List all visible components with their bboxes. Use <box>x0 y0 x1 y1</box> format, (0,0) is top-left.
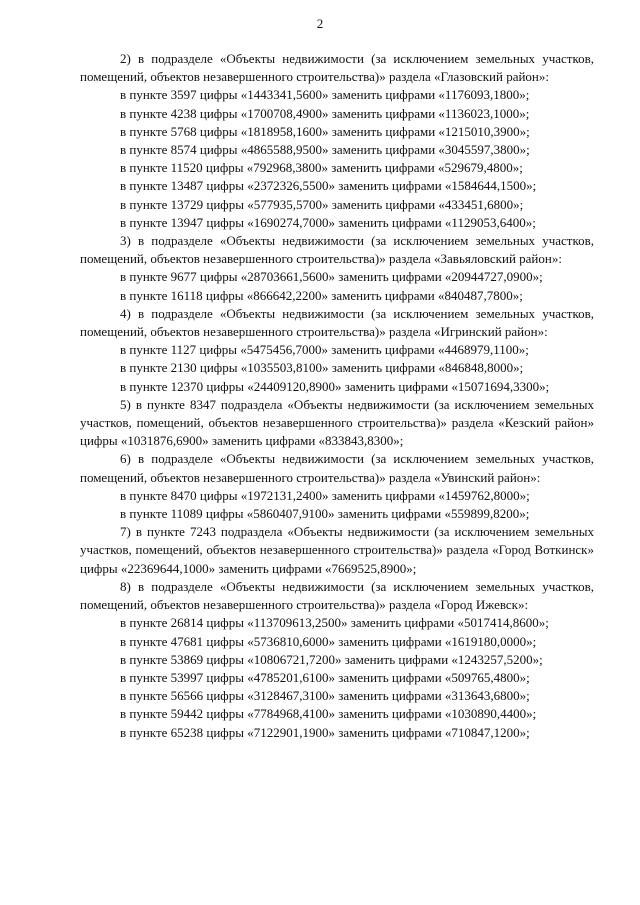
list-item: в пункте 53997 цифры «4785201,6100» заменить цифрами «509765,4800»; <box>120 669 530 685</box>
document-body <box>80 50 594 742</box>
list-item: в пункте 12370 цифры «24409120,8900» заменить цифрами «15071694,3300»; <box>120 378 550 394</box>
list-item: в пункте 1127 цифры «5475456,7000» заменить цифрами «4468979,1100»; <box>120 342 529 358</box>
list-item: в пункте 3597 цифры «1443341,5600» заменить цифрами «1176093,1800»; <box>120 87 530 103</box>
section-3-intro: 3) в подразделе «Объекты недвижимости (за исключением земельных участков, помещений, объектов незавершенного строительства)» раздела «Завьяловский район»: <box>80 233 594 267</box>
list-item: в пункте 65238 цифры «7122901,1900» заменить цифрами «710847,1200»; <box>120 724 530 740</box>
section-6-intro: 6) в подразделе «Объекты недвижимости (за исключением земельных участков, помещений, объектов незавершенного строительства)» раздела «Увинский район»: <box>80 451 594 485</box>
list-item: в пункте 13947 цифры «1690274,7000» заменить цифрами «1129053,6400»; <box>120 214 536 230</box>
list-item: в пункте 16118 цифры «866642,2200» заменить цифрами «840487,7800»; <box>120 287 523 303</box>
list-item: в пункте 59442 цифры «7784968,4100» заменить цифрами «1030890,4400»; <box>120 706 537 722</box>
list-item: в пункте 9677 цифры «28703661,5600» заменить цифрами «20944727,0900»; <box>120 269 543 285</box>
section-8-intro: 8) в подразделе «Объекты недвижимости (за исключением земельных участков, помещений, объектов незавершенного строительства)» раздела «Город Ижевск»: <box>80 578 594 613</box>
list-item: в пункте 13729 цифры «577935,5700» заменить цифрами «433451,6800»; <box>120 196 524 212</box>
list-item: в пункте 5768 цифры «1818958,1600» заменить цифрами «1215010,3900»; <box>120 123 530 139</box>
list-item: в пункте 11520 цифры «792968,3800» заменить цифрами «529679,4800»; <box>120 160 523 176</box>
list-item: в пункте 4238 цифры «1700708,4900» заменить цифрами «1136023,1000»; <box>120 105 530 121</box>
list-item: в пункте 8470 цифры «1972131,2400» заменить цифрами «1459762,8000»; <box>120 487 530 503</box>
list-item: в пункте 26814 цифры «113709613,2500» заменить цифрами «5017414,8600»; <box>120 615 549 631</box>
section-2-intro: 2) в подразделе «Объекты недвижимости (за исключением земельных участков, помещений, объектов незавершенного строительства)» раздела «Глазовский район»: <box>80 51 594 85</box>
list-item: в пункте 56566 цифры «3128467,3100» заменить цифрами «313643,6800»; <box>120 688 530 704</box>
list-item: в пункте 11089 цифры «5860407,9100» заменить цифрами «559899,8200»; <box>120 506 530 522</box>
section-5-text: 5) в пункте 8347 подраздела «Объекты недвижимости (за исключением земельных участков, помещений, объектов незавершенного строительства)» раздела «Кезский район» цифры «1031876,6900» заменить цифрами «833843,8300»; <box>80 396 594 449</box>
list-item: в пункте 8574 цифры «4865588,9500» заменить цифрами «3045597,3800»; <box>120 142 530 158</box>
section-4-intro: 4) в подразделе «Объекты недвижимости (за исключением земельных участков, помещений, объектов незавершенного строительства)» раздела «Игринский район»: <box>80 305 594 340</box>
list-item: в пункте 53869 цифры «10806721,7200» заменить цифрами «1243257,5200»; <box>120 651 543 667</box>
list-item: в пункте 47681 цифры «5736810,6000» заменить цифрами «1619180,0000»; <box>120 633 537 649</box>
section-7-text: 7) в пункте 7243 подраздела «Объекты недвижимости (за исключением земельных участков, помещений, объектов незавершенного строительства)» раздела «Город Воткинск» цифры «22369644,1000» заменить цифрами «7669525,8900»; <box>80 524 594 576</box>
list-item: в пункте 13487 цифры «2372326,5500» заменить цифрами «1584644,1500»; <box>120 178 537 194</box>
page-number: 2 <box>316 16 324 31</box>
list-item: в пункте 2130 цифры «1035503,8100» заменить цифрами «846848,8000»; <box>120 360 524 376</box>
